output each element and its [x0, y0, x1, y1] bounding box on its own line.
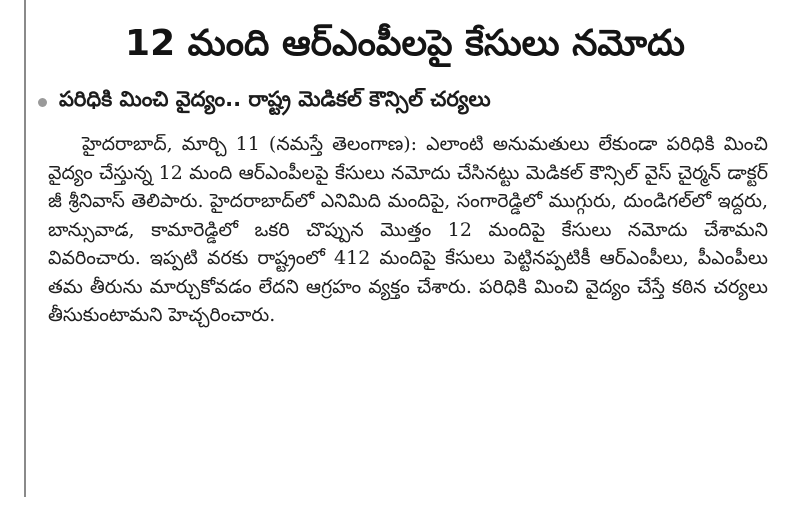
next-article-headline-fragment [74, 478, 754, 508]
news-article [34, 0, 784, 497]
article-body: హైదరాబాద్, మార్చి 11 (నమస్తే తెలంగాణ): ఎలాంటి అనుమతులు లేకుండా పరిధికి మించి వైద్యం చేస్తున్న 12 మంది ఆర్ఎంపీలపై కేసులు నమోదు చేసినట్టు మెడికల్ కౌన్సిల్ వైస్ చైర్మన్ డాక్టర్ జీ శ్రీనివాస్ తెలిపారు. హైదరాబాద్‌లో ఎనిమిది మందిపై, సంగారెడ్డిలో ముగ్గురు, దుండిగల్‌లో ఇద్దరు, బాన్సువాడ, కామారెడ్డిలో ఒకరి చొప్పున మొత్తం 12 మందిపై కేసులు నమోదు చేశామని వివరించారు. ఇప్పటి వరకు రాష్ట్రంలో 412 మందిపై కేసులు పెట్టినప్పటికీ ఆర్ఎంపీలు, పీఎంపీలు తమ తీరును మార్చుకోవడం లేదని ఆగ్రహం వ్యక్తం చేశారు. పరిధికి మించి వైద్యం చేస్తే కఠిన చర్యలు తీసుకుంటామని హెచ్చరించారు. [48, 133, 768, 326]
column-divider [24, 0, 26, 497]
subheadline-text: పరిధికి మించి వైద్యం.. రాష్ట్ర మెడికల్ కౌన్సిల్ చర్యలు [59, 87, 491, 111]
article-subheadline [38, 86, 778, 118]
article-headline: 12 మంది ఆర్ఎంపీలపై కేసులు నమోదు [125, 23, 685, 64]
bullet-icon [38, 98, 47, 107]
